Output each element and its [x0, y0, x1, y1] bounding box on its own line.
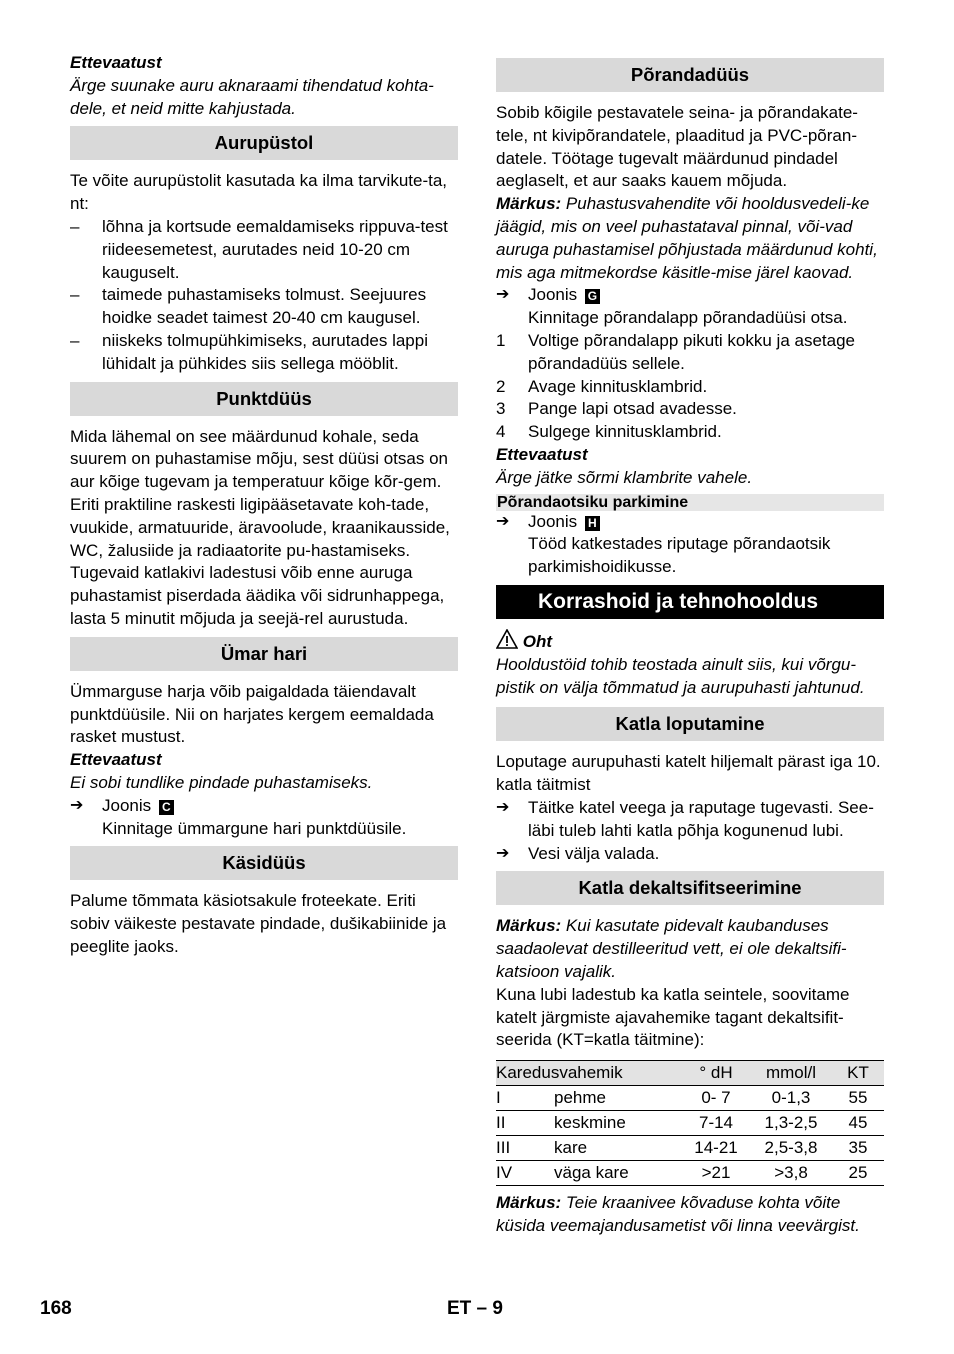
hardness-table — [496, 1060, 884, 1186]
instruction-text: Kinnitage ümmargune hari punktdüüsile. — [102, 818, 407, 838]
step-text: Täitke katel veega ja raputage tugevasti. See-läbi tuleb lahti katla põhja kogunenud lubi. — [528, 797, 874, 840]
table-cell: keskmine — [554, 1112, 626, 1132]
section-heading-dekaltsifitseerimine: Katla dekaltsifitseerimine — [496, 871, 884, 905]
caution-title: Ettevaatust — [70, 53, 162, 72]
porandaduus-text: Sobib kõigile pestavatele seina- ja põrandakate-tele, nt kivipõrandatele, plaaditud ja PVC-põran-datele. Töötage tugevalt määrdunud pindadel aeglaselt, et aur saaks kauem mõjuda. — [496, 103, 858, 191]
list-item-text: lõhna ja kortsude eemaldamiseks rippuva-test riideesemetest, aurutades neid 10-20 cm kauguselt. — [102, 216, 448, 282]
table-cell: kare — [554, 1137, 588, 1157]
page-label: ET – 9 — [447, 1298, 503, 1319]
warning-triangle-icon — [496, 632, 518, 651]
loputamine-text: Loputage aurupuhasti katelt hiljemalt pärast iga 10. katla täitmist — [496, 752, 881, 795]
note — [496, 915, 884, 983]
note — [496, 193, 884, 284]
caution-title: Ettevaatust — [496, 444, 588, 464]
table-cell: 45 — [848, 1112, 868, 1132]
section-heading-umar-hari: Ümar hari — [70, 637, 458, 671]
table-row — [496, 1086, 884, 1111]
step-number: 3 — [496, 399, 506, 419]
note-label: Märkus: — [496, 194, 562, 214]
table-cell: 25 — [848, 1162, 868, 1182]
table-cell: 2,5-3,8 — [764, 1137, 818, 1157]
section-heading-punktduus: Punktdüüs — [70, 382, 458, 416]
table-cell: 7-14 — [698, 1112, 734, 1132]
section-heading-porandaduus: Põrandadüüs — [496, 58, 884, 92]
figure-reference — [496, 284, 884, 307]
list-item — [70, 330, 458, 376]
step-text: Sulgege kinnitusklambrid. — [528, 422, 722, 442]
step-item — [496, 376, 884, 399]
caution-text: Ärge suunake auru aknaraami tihendatud kohta-dele, et neid mitte kahjustada. — [70, 75, 434, 118]
step-item — [496, 797, 884, 843]
table-cell: 35 — [848, 1137, 868, 1157]
danger-title-row — [496, 629, 884, 654]
table-cell: I — [496, 1087, 501, 1107]
figure-letter-g: G — [585, 289, 600, 304]
list-item — [70, 216, 458, 284]
table-row — [496, 1161, 884, 1186]
table-cell: väga kare — [554, 1162, 629, 1182]
figure-reference — [70, 795, 458, 818]
step-text: Pange lapi otsad avadesse. — [528, 399, 737, 419]
step-item — [496, 330, 884, 376]
table-cell: III — [496, 1137, 511, 1157]
section-heading-kasiduus: Käsidüüs — [70, 846, 458, 880]
list-item-text: taimede puhastamiseks tolmust. Seejuures hoidke seadet taimest 20-40 cm kaugusel. — [102, 285, 427, 328]
instruction — [70, 818, 458, 841]
section-heading-aurupustol: Aurupüstol — [70, 126, 458, 160]
aurupustol-intro: Te võite aurupüstolit kasutada ka ilma tarvikute-ta, nt: — [70, 171, 448, 214]
list-item-text: niiskeks tolmupühkimiseks, aurutades lappi lühidalt ja pühkides siis sellega mööblit. — [102, 330, 428, 373]
figure-label: Joonis — [528, 511, 578, 531]
arrow-right-icon: ➔ — [496, 286, 510, 304]
table-cell: >21 — [701, 1162, 731, 1182]
danger-title: Oht — [522, 631, 553, 651]
note-label: Märkus: — [496, 1193, 562, 1213]
step-text: Avage kinnitusklambrid. — [528, 376, 708, 396]
note-label: Märkus: — [496, 916, 562, 936]
dash-bullet: – — [70, 216, 80, 236]
right-column — [496, 52, 884, 1238]
table-header-cell: KT — [847, 1062, 869, 1082]
table-header-cell: Karedusvahemik — [496, 1062, 623, 1082]
figure-label: Joonis — [528, 285, 578, 305]
step-text: Voltige põrandalapp pikuti kokku ja asetage põrandadüüs sellele. — [528, 330, 856, 373]
arrow-right-icon: ➔ — [496, 798, 510, 816]
step-text: Vesi välja valada. — [528, 843, 660, 863]
step-number: 1 — [496, 330, 506, 350]
instruction — [496, 307, 884, 330]
table-header-row — [496, 1061, 884, 1086]
note-text: Teie kraanivee kõvaduse kohta võite küsida veemajandusametist või linna veevärgist. — [496, 1193, 860, 1235]
subheading-parkimine: Põrandaotsiku parkimine — [496, 494, 884, 511]
note — [496, 1192, 884, 1238]
figure-letter-c: C — [159, 800, 174, 815]
section-heading-loputamine: Katla loputamine — [496, 707, 884, 741]
table-cell: 1,3-2,5 — [764, 1112, 818, 1132]
page-number: 168 — [40, 1298, 72, 1319]
step-number: 2 — [496, 376, 506, 396]
table-cell: 0-1,3 — [771, 1087, 811, 1107]
step-number: 4 — [496, 422, 506, 442]
umar-hari-text: Ümmarguse harja võib paigaldada täiendavalt punktdüüsile. Nii on harjates kergem eemaldada rasket mustust. — [70, 681, 434, 747]
danger-text: Hooldustöid tohib teostada ainult siis, kui võrgu-pistik on välja tõmmatud ja aurupuhasti jahtunud. — [496, 654, 865, 697]
caution-text: Ei sobi tundlike pindade puhastamiseks. — [70, 772, 373, 792]
arrow-right-icon: ➔ — [496, 512, 510, 530]
note-text: Kui kasutate pidevalt kaubanduses saadaolevat destilleeritud vett, ei ole dekaltsifi-katsioon vajalik. — [496, 916, 847, 981]
table-header-cell: ° dH — [699, 1062, 733, 1082]
step-item — [496, 421, 884, 444]
table-header-cell: mmol/l — [765, 1062, 817, 1082]
figure-letter-h: H — [585, 516, 600, 531]
kasiduus-text: Palume tõmmata käsiotsakule froteekate. Eriti sobiv väikeste pestavate pindade, dušikabiinide ja peeglite jaoks. — [70, 891, 447, 956]
step-item — [496, 398, 884, 421]
dekaltsifitseerimine-text: Kuna lubi ladestub ka katla seintele, soovitame katelt järgmiste ajavahemike tagant dekaltsifit-seerida (KT=katla täitmine): — [496, 984, 850, 1050]
figure-label: Joonis — [102, 795, 152, 815]
instruction — [496, 533, 884, 579]
table-row — [496, 1136, 884, 1161]
note-text: Puhastusvahendite või hooldusvedeli-ke jäägid, mis on veel puhastataval pinnal, või-vad auruga puhastamisel põhjustada määrdunud kohti, mis aga mitmekordse käsitle-mise järel kaovad. — [496, 194, 878, 282]
table-cell: IV — [496, 1162, 513, 1182]
left-column — [70, 52, 458, 959]
arrow-right-icon: ➔ — [70, 796, 84, 814]
caution-text: Ärge jätke sõrmi klambrite vahele. — [496, 467, 753, 487]
instruction-text: Tööd katkestades riputage põrandaotsik parkimishoidikusse. — [528, 534, 831, 577]
chapter-heading: Korrashoid ja tehnohooldus — [496, 585, 884, 619]
table-cell: 14-21 — [694, 1137, 738, 1157]
table-cell: 0- 7 — [701, 1087, 731, 1107]
step-item — [496, 843, 884, 866]
list-item — [70, 284, 458, 330]
instruction-text: Kinnitage põrandalapp põrandadüüsi otsa. — [528, 308, 848, 328]
figure-reference — [496, 511, 884, 534]
dash-bullet: – — [70, 330, 80, 350]
dash-bullet: – — [70, 285, 80, 305]
table-cell: >3,8 — [774, 1162, 808, 1182]
table-cell: II — [496, 1112, 506, 1132]
punktduus-text: Mida lähemal on see määrdunud kohale, seda suurem on puhastamise mõju, sest düüsi otsas on aur kõige tugevam ja temperatuur kõige kõr-gem. Eriti praktiline raskesti ligipääsetavate koh-tade, vuukide, armatuuride, äravoolude, kraanikausside, WC, žalusiide ja radiaatorite pu-hastamiseks. Tugevaid katlakivi ladestusi võib enne auruga puhastamist piserdada äädika või sidrunhappega, lasta 5 minutit mõjuda ja seejä-rel aurustuda. — [70, 426, 450, 628]
arrow-right-icon: ➔ — [496, 844, 510, 862]
caution-title: Ettevaatust — [70, 750, 162, 770]
table-row — [496, 1111, 884, 1136]
table-cell: pehme — [554, 1087, 606, 1107]
table-cell: 55 — [848, 1087, 868, 1107]
